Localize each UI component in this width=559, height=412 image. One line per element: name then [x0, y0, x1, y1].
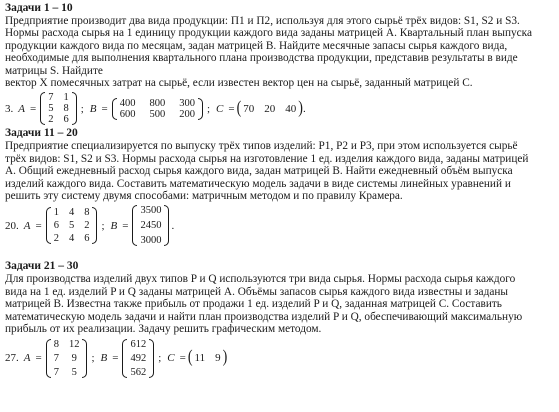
matrix-label: B — [89, 102, 97, 115]
example-formula — [5, 205, 555, 246]
matrix-cell: 1 — [63, 92, 69, 104]
document — [5, 2, 555, 380]
matrix-cell: 562 — [130, 366, 147, 378]
text-line: А. Общий ежедневный расход сырья каждого вида, задан матрицей В. Найти ежедневный объём выпуска — [5, 165, 513, 178]
bracket-right — [92, 207, 97, 244]
example-number: 3. — [5, 102, 14, 115]
example-formula — [5, 92, 555, 125]
matrix-cell: 6 — [84, 233, 90, 245]
text-line: необходимые для выполнения квартального плана производства продукции, представив результаты в виде — [5, 52, 518, 65]
matrix-cell: 7 — [48, 92, 54, 104]
matrix-cell: 1 — [53, 207, 59, 219]
equals-sign: = — [29, 102, 37, 115]
matrix-cell: 5 — [68, 220, 75, 232]
matrix-b — [132, 205, 169, 246]
equals-sign: = — [35, 219, 42, 232]
text-line: трёх видов: S1, S2 и S3. Нормы расхода сырья на изготовление 1 ед. изделия каждого вида, заданы матрицей — [5, 152, 529, 165]
equals-sign: = — [179, 351, 186, 364]
matrix-cell: 600 — [119, 108, 136, 120]
matrix-label: A — [23, 351, 31, 364]
text-line: вектор Х помесячных затрат на сырьё, если известен вектор цен на сырьё, заданный матрицей С. — [5, 77, 473, 90]
section-heading: Задачи 11 – 20 — [5, 127, 78, 140]
section-3 — [5, 260, 555, 377]
matrix-cell: 2450 — [140, 220, 162, 232]
equals-sign: = — [35, 351, 42, 364]
matrix-cell: 6 — [63, 114, 69, 126]
bracket-right — [82, 339, 87, 378]
problem-text — [5, 273, 555, 335]
vector-c — [187, 347, 228, 367]
problem-text — [5, 15, 555, 89]
section-2 — [5, 127, 555, 246]
matrix-cell: 3000 — [140, 235, 162, 247]
bracket-right — [198, 98, 203, 120]
matrix-cell: 200 — [179, 108, 195, 120]
period: . — [302, 102, 306, 115]
semicolon: ; — [101, 219, 105, 232]
vector-cell: 9 — [215, 351, 221, 364]
equals-sign: = — [228, 102, 235, 115]
matrix-cell: 7 — [53, 366, 59, 378]
equals-sign: = — [101, 102, 108, 115]
matrix-cell: 8 — [84, 207, 90, 219]
matrix-a — [46, 339, 88, 378]
matrix-cell: 2 — [84, 220, 90, 232]
section-1 — [5, 2, 555, 125]
matrix-cell: 500 — [149, 108, 166, 120]
matrix-cell: 2 — [53, 233, 59, 245]
matrix-label: A — [23, 219, 31, 232]
section-heading: Задачи 21 – 30 — [5, 260, 79, 273]
matrix-cell: 400 — [119, 97, 136, 109]
vector-cell: 70 — [243, 102, 255, 115]
bracket-right — [72, 92, 77, 125]
matrix-cell: 612 — [130, 338, 147, 350]
semicolon: ; — [158, 351, 162, 364]
vector-c — [236, 98, 303, 118]
matrix-b — [122, 339, 154, 378]
matrix-cell: 8 — [53, 338, 59, 350]
text-line: прибыль от их реализации. Задачу решить графическим методом. — [5, 323, 322, 336]
matrix-b — [112, 98, 203, 120]
matrix-a — [46, 207, 98, 244]
text-line: Нормы расхода сырья на 1 единицу продукции каждого вида заданы матрицей А. Квартальный план выпуска — [5, 27, 532, 40]
matrix-cell: 3500 — [140, 205, 162, 217]
vector-cell: 20 — [264, 102, 276, 115]
period: . — [171, 219, 175, 232]
text-line: изделий каждого вида. Составить математическую модель задачи в виде системы линейных уравнений и — [5, 177, 511, 190]
matrix-cell: 4 — [68, 233, 75, 245]
equals-sign: = — [122, 219, 129, 232]
matrix-cell: 5 — [71, 366, 77, 378]
matrix-cell: 2 — [48, 114, 54, 126]
bracket-right — [149, 339, 154, 378]
matrix-cell: 8 — [63, 103, 69, 115]
matrix-cell: 800 — [149, 97, 166, 109]
matrix-cell: 4 — [68, 207, 75, 219]
matrix-cell: 12 — [68, 338, 80, 350]
semicolon: ; — [91, 351, 95, 364]
bracket-right — [164, 205, 169, 246]
text-line: математическую модель задачи и найти план производства изделий P и Q, обеспечивающий максимальную — [5, 310, 523, 323]
example-formula — [5, 339, 555, 378]
matrix-a — [40, 92, 77, 125]
text-line: Предприятие производит два вида продукции: П1 и П2, используя для этого сырьё трёх видов: S1, S2 и S3. — [5, 15, 520, 27]
example-number: 20. — [5, 219, 19, 232]
text-line: матрицей B. Известна также прибыль от продажи 1 ед. изделий P и Q, заданная матрицей C. Составить — [5, 298, 502, 311]
matrix-cell: 6 — [53, 220, 59, 232]
text-line: вида на 1 ед. изделий P и Q заданы матрицей A. Объёмы запасов сырья каждого вида известны и заданы — [5, 285, 508, 298]
vector-cell: 40 — [285, 102, 297, 115]
problem-text — [5, 140, 555, 202]
paren-right: ) — [298, 98, 303, 118]
matrix-label: C — [167, 351, 175, 364]
paren-left: ( — [236, 98, 242, 118]
matrix-label: C — [216, 102, 224, 115]
text-line: матрицы S. Найдите — [5, 64, 103, 77]
example-number: 27. — [5, 351, 19, 364]
matrix-label: A — [18, 102, 25, 115]
vector-cell: 11 — [194, 351, 206, 364]
matrix-label: B — [100, 351, 108, 364]
paren-right: ) — [222, 347, 228, 367]
text-line: продукции каждого вида по месяцам, задан матрицей В. Найдите месячные запасы сырья каждого вида, — [5, 39, 508, 52]
semicolon: ; — [80, 102, 84, 115]
text-line: Для производства изделий двух типов P и Q используются три вида сырья. Нормы расхода сырья каждого — [5, 273, 516, 286]
matrix-cell: 492 — [130, 352, 147, 364]
matrix-cell: 7 — [53, 352, 59, 364]
text-line: Предприятие специализируется по выпуску трёх типов изделий: P1, P2 и P3, при этом используется сырьё — [5, 140, 518, 153]
paren-left: ( — [187, 347, 193, 367]
section-heading: Задачи 1 – 10 — [5, 2, 73, 14]
matrix-cell: 300 — [179, 97, 195, 109]
matrix-cell: 5 — [48, 103, 54, 115]
matrix-label: B — [110, 219, 118, 232]
text-line: решить эту систему двумя способами: матричным методом и по правилу Крамера. — [5, 190, 403, 203]
equals-sign: = — [112, 351, 119, 364]
matrix-cell: 9 — [71, 352, 77, 364]
semicolon: ; — [206, 102, 211, 115]
